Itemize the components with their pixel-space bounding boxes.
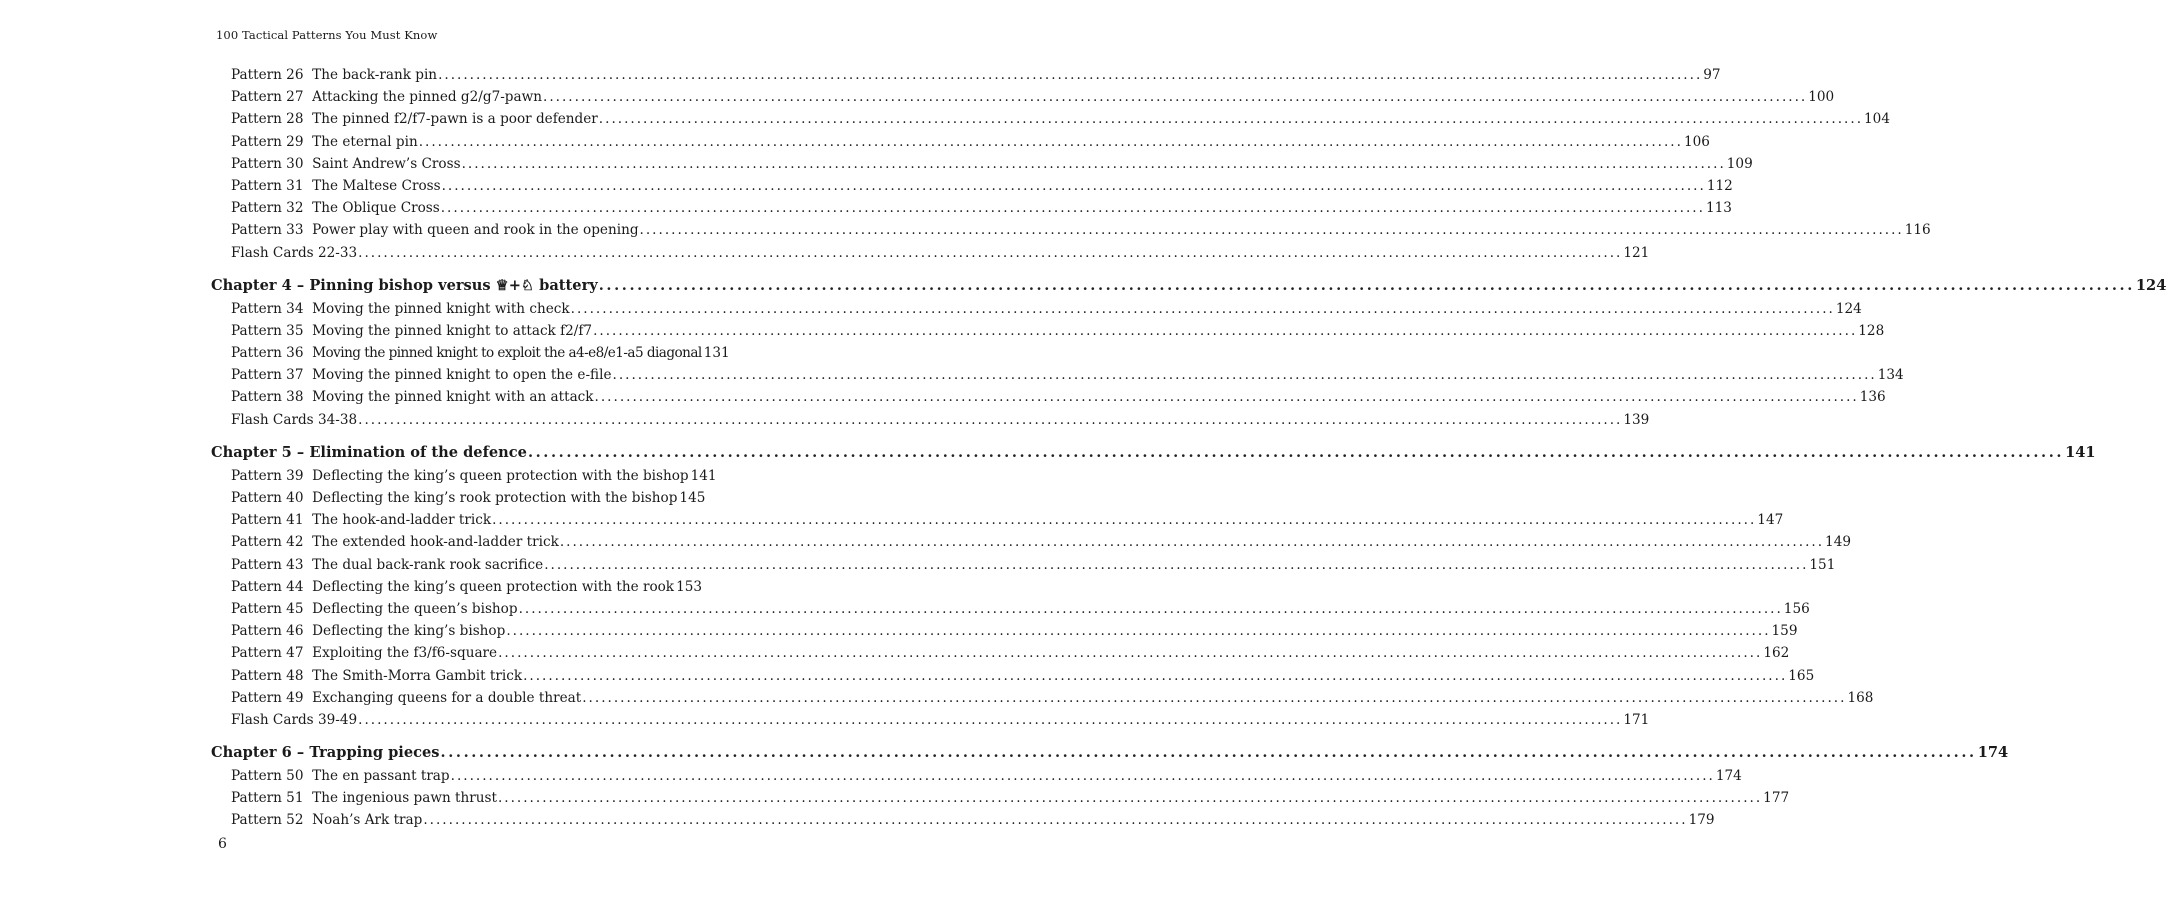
pattern-title: Moving the pinned knight with check (312, 300, 570, 317)
dot-leader: ........................................................................................................................................................................................................ (497, 790, 1763, 807)
toc-entry-row (211, 687, 1874, 709)
page-ref: 179 (1688, 812, 1715, 829)
pattern-label: Pattern 26 (231, 67, 304, 83)
separator (303, 534, 312, 550)
separator (303, 579, 312, 595)
pattern-label: Pattern 43 (231, 556, 304, 573)
toc-entry-text (231, 809, 422, 831)
page-ref: 156 (1783, 600, 1810, 617)
separator (303, 768, 312, 784)
page-ref: 134 (1877, 367, 1904, 384)
pattern-label: Flash Cards 34-38 (231, 411, 358, 428)
dot-leader: ........................................................................................................................................................................................................ (523, 667, 1788, 684)
separator (303, 601, 312, 617)
toc-entry-text (231, 175, 441, 197)
dot-leader: ........................................................................................................................................................................................................ (506, 623, 1771, 640)
page-ref: 106 (1683, 133, 1710, 150)
page-ref: 100 (1808, 89, 1835, 106)
toc-entry-row (211, 298, 1862, 320)
page-ref: 151 (1809, 556, 1836, 573)
chapter-title: Trapping pieces (309, 744, 440, 762)
page-ref: 128 (1858, 322, 1885, 339)
separator (303, 389, 312, 405)
pattern-title: Attacking the pinned g2/g7-pawn (312, 89, 543, 106)
dot-leader: ........................................................................................................................................................................................................ (358, 244, 1623, 261)
pattern-title: Saint Andrew’s Cross (312, 155, 461, 172)
toc-entry-row (211, 554, 1836, 576)
dot-leader: ........................................................................................................................................................................................................ (423, 812, 1688, 829)
pattern-title: The extended hook-and-ladder trick (312, 534, 559, 551)
dot-leader: ........................................................................................................................................................................................................ (582, 689, 1847, 706)
pattern-label: Flash Cards 39-49 (231, 711, 358, 728)
pattern-title: The Maltese Cross (312, 177, 441, 194)
page-ref: 165 (1788, 667, 1815, 684)
toc-entry-row (211, 531, 1851, 553)
separator (303, 156, 312, 172)
toc-entry-row (211, 765, 1742, 787)
toc-entry-row (211, 509, 1784, 531)
chapter-label: Chapter 5 (211, 443, 292, 461)
toc-chapter-row (211, 274, 2166, 298)
toc-chapter-row (211, 441, 2096, 465)
pattern-title: Deflecting the king’s bishop (312, 623, 506, 640)
dot-leader: ........................................................................................................................................................................................................ (544, 556, 1809, 573)
separator (303, 111, 312, 127)
pattern-label: Pattern 34 (231, 300, 304, 317)
separator (303, 623, 312, 639)
page-ref: 136 (1859, 389, 1886, 406)
pattern-title: The Oblique Cross (312, 200, 440, 217)
toc-entry-row (211, 620, 1798, 642)
separator (303, 134, 312, 150)
dot-leader: ........................................................................................................................................................................................................ (639, 222, 1904, 239)
toc-entry-row (211, 153, 1753, 175)
toc-entry-row (211, 787, 1790, 809)
dot-leader: ........................................................................................................................................................................................................ (593, 322, 1858, 339)
pattern-title: Moving the pinned knight to open the e-file (312, 367, 612, 384)
toc-entry-row (211, 386, 1886, 408)
toc-entry-text (211, 274, 598, 298)
page-ref: 97 (1703, 67, 1721, 83)
toc-entry-text (211, 441, 527, 465)
separator (303, 812, 312, 828)
toc-entry-text (231, 465, 689, 487)
toc-entry-text (231, 108, 598, 130)
toc-entry-row (211, 409, 1650, 431)
pattern-label: Pattern 36 (231, 345, 304, 362)
separator (303, 468, 312, 484)
toc-entry-text (231, 765, 450, 787)
dot-leader: ........................................................................................................................................................................................................ (527, 443, 2065, 461)
separator (303, 790, 312, 806)
toc-entry-text (231, 687, 581, 709)
chapter-label: Chapter 4 (211, 276, 292, 294)
pattern-title: Deflecting the queen’s bishop (312, 600, 518, 617)
table-of-contents (211, 64, 2166, 832)
pattern-label: Pattern 44 (231, 578, 304, 595)
toc-entry-row (211, 598, 1810, 620)
toc-entry-text (231, 487, 677, 509)
page-ref: 174 (1977, 744, 2009, 762)
pattern-label: Pattern 38 (231, 389, 304, 406)
dot-leader: ........................................................................................................................................................................................................ (598, 111, 1864, 128)
pattern-label: Pattern 42 (231, 534, 304, 551)
toc-entry-text (231, 642, 497, 664)
separator (303, 690, 312, 706)
toc-entry-text (231, 219, 639, 241)
dot-leader: ........................................................................................................................................................................................................ (598, 276, 2135, 294)
toc-entry-row (211, 108, 1890, 130)
pattern-label: Pattern 37 (231, 367, 304, 384)
chapter-title: Pinning bishop versus ♕+♘ battery (309, 276, 598, 294)
separator (303, 557, 312, 573)
toc-entry-text (231, 787, 497, 809)
pattern-title: Deflecting the king’s queen protection with the rook (312, 578, 675, 595)
pattern-label: Pattern 48 (231, 667, 304, 684)
toc-entry-text (231, 576, 674, 598)
dot-leader: ........................................................................................................................................................................................................ (440, 744, 1977, 762)
pattern-title: Deflecting the king’s queen protection with the bishop (312, 467, 689, 484)
page-ref: 168 (1847, 689, 1874, 706)
pattern-title: Moving the pinned knight to exploit the a4-e8/e1-a5 diagonal (312, 345, 702, 362)
separator (303, 490, 312, 506)
pattern-title: The hook-and-ladder trick (312, 512, 492, 529)
pattern-label: Pattern 31 (231, 177, 304, 194)
dot-leader: ........................................................................................................................................................................................................ (440, 200, 1705, 217)
toc-entry-row (211, 342, 730, 364)
toc-entry-row (211, 364, 1904, 386)
toc-entry-text (231, 298, 570, 320)
dot-leader: ........................................................................................................................................................................................................ (518, 600, 1783, 617)
page-ref: 109 (1726, 155, 1753, 172)
toc-entry-row (211, 809, 1715, 831)
dot-leader: ........................................................................................................................................................................................................ (570, 300, 1835, 317)
pattern-title: The en passant trap (312, 768, 450, 785)
separator (303, 178, 312, 194)
toc-entry-text (231, 620, 505, 642)
pattern-title: Moving the pinned knight to attack f2/f7 (312, 322, 593, 339)
pattern-title: The eternal pin (312, 133, 418, 150)
toc-entry-text (231, 153, 461, 175)
pattern-title: Exchanging queens for a double threat (312, 689, 582, 706)
page-ref: 145 (679, 490, 706, 506)
separator (303, 89, 312, 105)
pattern-label: Pattern 45 (231, 600, 304, 617)
pattern-label: Pattern 29 (231, 133, 304, 150)
separator: – (291, 443, 310, 461)
toc-entry-row (211, 642, 1790, 664)
toc-entry-row (211, 197, 1732, 219)
dot-leader: ........................................................................................................................................................................................................ (358, 711, 1623, 728)
toc-entry-text (231, 409, 357, 431)
pattern-title: Exploiting the f3/f6-square (312, 645, 498, 662)
toc-entry-text (231, 242, 357, 264)
separator (303, 200, 312, 216)
toc-entry-text (231, 509, 491, 531)
page-ref: 174 (1715, 768, 1742, 785)
pattern-title: The Smith-Morra Gambit trick (312, 667, 523, 684)
pattern-title: Moving the pinned knight with an attack (312, 389, 594, 406)
pattern-title: The back-rank pin (312, 67, 438, 83)
toc-entry-text (231, 342, 702, 364)
page-ref: 177 (1763, 790, 1790, 807)
dot-leader: ........................................................................................................................................................................................................ (492, 512, 1757, 529)
page-ref: 147 (1757, 512, 1784, 529)
page-ref: 121 (1623, 244, 1650, 261)
pattern-title: The dual back-rank rook sacrifice (312, 556, 544, 573)
toc-entry-text (231, 665, 522, 687)
dot-leader: ........................................................................................................................................................................................................ (418, 133, 1683, 150)
page-ref: 162 (1763, 645, 1790, 662)
pattern-label: Pattern 39 (231, 467, 304, 484)
separator (303, 67, 312, 83)
pattern-label: Pattern 50 (231, 768, 304, 785)
pattern-title: The ingenious pawn thrust (312, 790, 497, 807)
toc-entry-text (231, 364, 612, 386)
pattern-label: Pattern 47 (231, 645, 304, 662)
toc-entry-text (231, 386, 594, 408)
pattern-label: Pattern 35 (231, 322, 304, 339)
toc-entry-row (211, 219, 1931, 241)
pattern-label: Pattern 41 (231, 512, 304, 529)
page-ref: 116 (1904, 222, 1931, 239)
toc-entry-text (231, 64, 437, 86)
toc-entry-text (231, 86, 542, 108)
toc-entry-row (211, 576, 703, 598)
dot-leader: ........................................................................................................................................................................................................ (450, 768, 1715, 785)
toc-entry-text (231, 197, 440, 219)
page-ref: 104 (1864, 111, 1890, 128)
toc-entry-row (211, 64, 1721, 86)
toc-entry-row (211, 487, 706, 509)
page-ref: 113 (1705, 200, 1732, 217)
page-ref: 149 (1825, 534, 1851, 551)
separator (303, 222, 312, 238)
toc-entry-row (211, 665, 1815, 687)
dot-leader: ........................................................................................................................................................................................................ (441, 177, 1706, 194)
pattern-label: Flash Cards 22-33 (231, 244, 358, 261)
pattern-label: Pattern 52 (231, 812, 304, 829)
toc-entry-row (211, 709, 1650, 731)
pattern-label: Pattern 46 (231, 623, 304, 640)
toc-entry-text (231, 131, 418, 153)
running-head: 100 Tactical Patterns You Must Know (216, 28, 438, 42)
dot-leader: ........................................................................................................................................................................................................ (594, 389, 1859, 406)
separator: – (291, 744, 310, 762)
toc-entry-text (231, 709, 357, 731)
toc-entry-row (211, 131, 1710, 153)
page-ref: 159 (1771, 623, 1798, 640)
page-ref: 139 (1623, 411, 1650, 428)
pattern-title: Power play with queen and rook in the opening (312, 222, 639, 239)
pattern-label: Pattern 49 (231, 689, 304, 706)
dot-leader: ........................................................................................................................................................................................................ (358, 411, 1623, 428)
toc-entry-row (211, 320, 1885, 342)
toc-entry-text (231, 598, 518, 620)
dot-leader: ........................................................................................................................................................................................................ (612, 367, 1877, 384)
separator: – (291, 276, 310, 294)
page-ref: 112 (1706, 177, 1733, 194)
toc-entry-text (211, 741, 440, 765)
toc-entry-row (211, 86, 1835, 108)
pattern-label: Pattern 27 (231, 89, 304, 106)
pattern-label: Pattern 32 (231, 200, 304, 217)
page-ref: 124 (2135, 276, 2166, 294)
separator (303, 301, 312, 317)
pattern-title: Noah’s Ark trap (312, 812, 423, 829)
page-ref: 141 (690, 467, 717, 484)
separator (303, 345, 312, 361)
toc-entry-text (231, 320, 592, 342)
dot-leader: ........................................................................................................................................................................................................ (438, 67, 1703, 83)
page-ref: 131 (703, 345, 730, 362)
pattern-label: Pattern 28 (231, 111, 304, 128)
toc-entry-row (211, 175, 1733, 197)
dot-leader: ........................................................................................................................................................................................................ (543, 89, 1808, 106)
separator (303, 645, 312, 661)
pattern-title: The pinned f2/f7-pawn is a poor defender (312, 111, 598, 128)
toc-entry-row (211, 465, 717, 487)
dot-leader: ........................................................................................................................................................................................................ (559, 534, 1825, 551)
page-number: 6 (218, 836, 227, 852)
page-ref: 153 (676, 578, 703, 595)
separator (303, 512, 312, 528)
pattern-label: Pattern 51 (231, 790, 304, 807)
toc-entry-text (231, 531, 559, 553)
toc-entry-text (231, 554, 543, 576)
chapter-title: Elimination of the defence (309, 443, 527, 461)
separator (303, 668, 312, 684)
toc-chapter-row (211, 741, 2009, 765)
chapter-label: Chapter 6 (211, 744, 292, 762)
separator (303, 323, 312, 339)
separator (303, 367, 312, 383)
page-ref: 171 (1623, 711, 1650, 728)
pattern-title: Deflecting the king’s rook protection with the bishop (312, 490, 678, 506)
dot-leader: ........................................................................................................................................................................................................ (461, 155, 1726, 172)
pattern-label: Pattern 40 (231, 490, 304, 506)
pattern-label: Pattern 33 (231, 222, 304, 239)
pattern-label: Pattern 30 (231, 155, 304, 172)
toc-entry-row (211, 242, 1650, 264)
dot-leader: ........................................................................................................................................................................................................ (498, 645, 1763, 662)
page-ref: 141 (2065, 443, 2096, 461)
page-ref: 124 (1835, 300, 1862, 317)
